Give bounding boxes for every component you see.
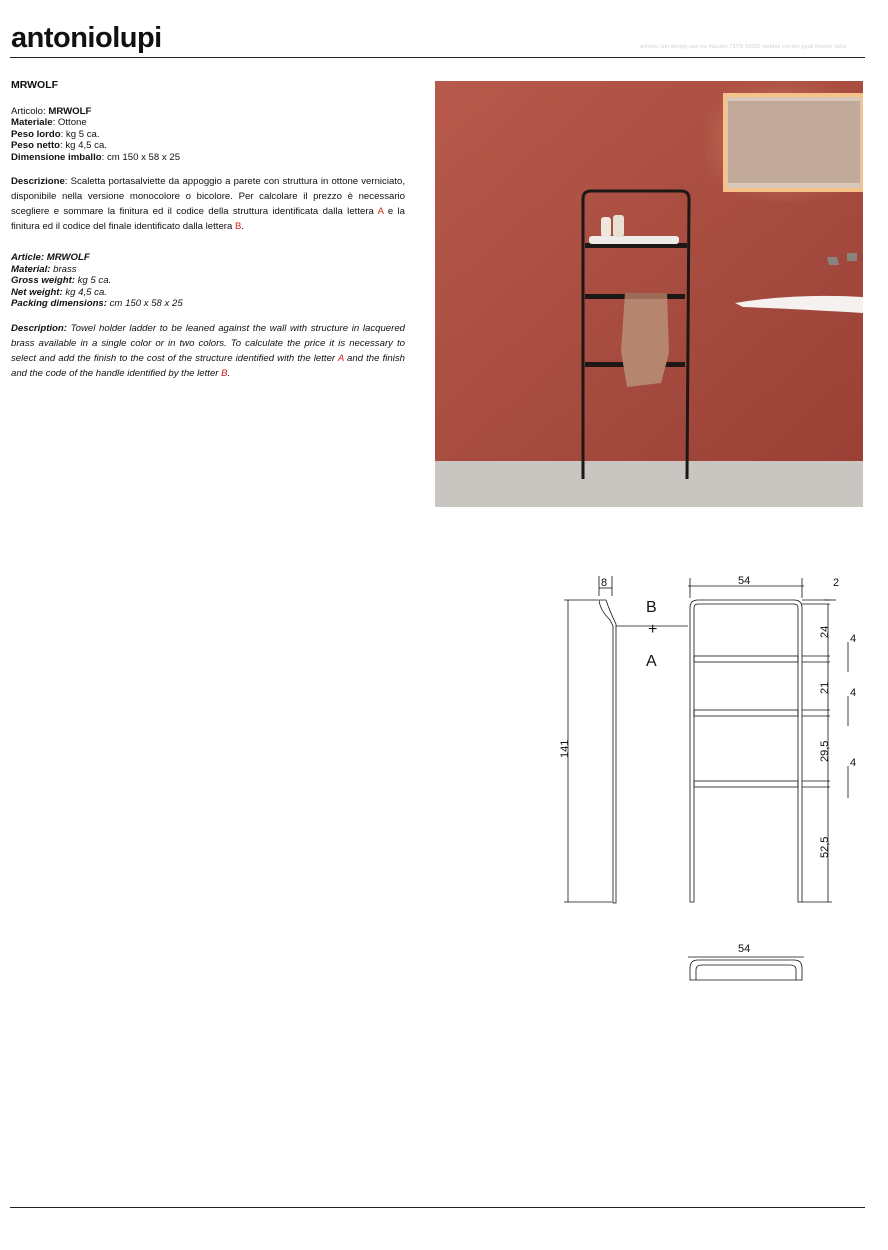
dim-offset: 2 [833, 577, 840, 589]
gross-weight-label: Gross weight: [11, 275, 75, 286]
peso-netto-value: : kg 4,5 ca. [60, 140, 107, 151]
packing-value: cm 150 x 58 x 25 [106, 298, 183, 309]
dimensione-value: : cm 150 x 58 x 25 [101, 151, 181, 163]
article-value: MRWOLF [46, 252, 90, 263]
net-weight-line [11, 287, 405, 299]
net-weight-value: kg 4,5 ca. [62, 286, 107, 298]
dim-depth: 8 [601, 577, 608, 589]
dim-height: 141 [559, 739, 571, 758]
materiale-line [11, 117, 405, 129]
letter-b-en: B [221, 367, 228, 379]
descrizione-label: Descrizione [11, 176, 65, 187]
materiale-label: Materiale [11, 117, 53, 128]
bottle-2 [613, 215, 624, 237]
dim-bar-1: 4 [850, 633, 857, 645]
bottle-1 [601, 217, 611, 237]
footer-divider [10, 1207, 865, 1208]
dimensione-label: Dimensione imballo [11, 151, 102, 163]
dim-width-top: 54 [738, 575, 751, 587]
plan-view [688, 957, 804, 980]
descrizione-text-1: : Scaletta portasalviette da appoggio a parete con struttura in ottone verniciato, disponibile nella versione monocolore o bicolore. Per calcolare il prezzo è necessario scegliere e sommare la finitura ed il codice della struttura identificata dalla lettera [11, 176, 405, 217]
material-line [11, 264, 405, 276]
peso-netto-label: Peso netto [11, 140, 61, 151]
english-specs [11, 252, 405, 381]
articolo-value: MRWOLF [48, 105, 92, 117]
letter-a-en: A [337, 352, 344, 364]
article-label: Article: [11, 252, 45, 263]
letter-a: A [377, 206, 384, 217]
dim-seg-1: 24 [819, 625, 831, 638]
product-text [11, 80, 405, 381]
description-text-2: and the finish and the code of the handle identified by the letter [11, 352, 405, 379]
articolo-line [11, 106, 405, 118]
company-tagline: antonio lupi design spa via mazzini 73/75 50050 stabbia cerreto guidi firenze italia [640, 44, 847, 50]
descrizione-paragraph [11, 174, 405, 234]
letter-b: B [235, 221, 242, 232]
floor [435, 461, 863, 507]
net-weight-label: Net weight: [11, 286, 63, 298]
dimensione-line [11, 152, 405, 164]
description-end: . [227, 367, 231, 379]
description-paragraph [11, 321, 405, 381]
dim-seg-2: 21 [819, 681, 831, 694]
product-photo [435, 81, 863, 507]
dim-bar-3: 4 [850, 757, 857, 769]
towel-fold [625, 293, 667, 299]
dim-bar-2: 4 [850, 687, 857, 699]
gross-weight-line [11, 275, 405, 287]
technical-drawing [540, 560, 870, 1000]
label-b: B [646, 599, 657, 616]
gross-weight-value: kg 5 ca. [74, 275, 112, 286]
mirror-surface [728, 101, 860, 183]
peso-lordo-line [11, 129, 405, 141]
peso-lordo-value: : kg 5 ca. [60, 128, 100, 140]
material-value: brass [50, 263, 77, 275]
side-view [564, 576, 688, 903]
packing-line [11, 298, 405, 310]
description-label: Description: [11, 322, 67, 334]
material-label: Material: [11, 263, 51, 275]
packing-label: Packing dimensions: [11, 298, 107, 309]
descrizione-text-2: e la finitura ed il codice del finale identificato dalla lettera [11, 206, 405, 232]
dim-seg-3: 29,5 [819, 740, 831, 762]
peso-lordo-label: Peso lordo [11, 128, 61, 140]
materiale-value: : Ottone [52, 117, 87, 128]
label-a: A [646, 653, 657, 670]
dim-width-plan: 54 [738, 943, 751, 955]
tray [589, 236, 679, 244]
peso-netto-line [11, 140, 405, 152]
brand-logo: antoniolupi [11, 22, 162, 54]
description-text-1: Towel holder ladder to be leaned against the wall with structure in lacquered brass available in a single color or in two colors. To calculate the price it is necessary to select and add the finish to the cost of the structure identified with the letter [11, 322, 405, 364]
dim-seg-4: 52,5 [819, 836, 831, 858]
product-code-title: MRWOLF [11, 79, 59, 91]
articolo-label: Articolo: [11, 105, 46, 117]
descrizione-end: . [241, 221, 245, 232]
towel [621, 293, 669, 387]
label-plus: + [648, 621, 658, 638]
header-divider [10, 57, 865, 58]
italian-specs [11, 106, 405, 235]
article-line [11, 252, 405, 264]
